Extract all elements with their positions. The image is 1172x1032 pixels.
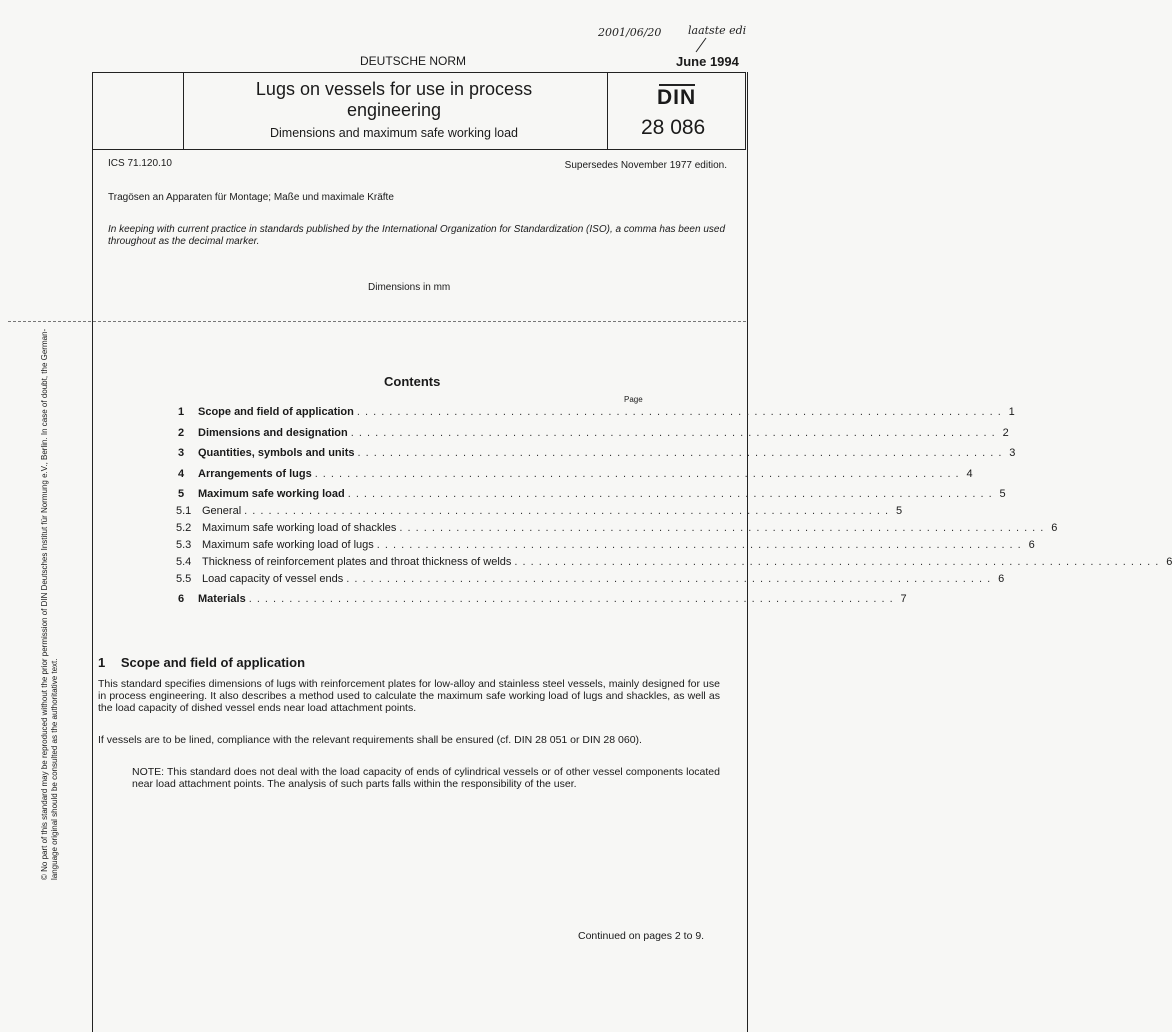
toc-item [176, 539, 1035, 551]
iso-note: In keeping with current practice in standards published by the International Organization for Standardization (ISO), a comma has been used throughout as the decimal marker. [108, 224, 726, 247]
header-divider-right [607, 73, 608, 149]
toc-item-number: 2 [178, 427, 185, 439]
page-frame [92, 72, 748, 1032]
toc-item-label: Materials [198, 593, 246, 605]
toc-item-label: Scope and field of application [198, 406, 354, 418]
toc-item-number: 5 [178, 488, 185, 500]
handwritten-note: laatste edi [688, 24, 747, 37]
section-note: NOTE: This standard does not deal with the load capacity of ends of cylindrical vessels or of other vessel components located near load attachment points. The analysis of such parts falls within the responsibility of the user. [132, 766, 720, 790]
doc-title-line1: Lugs on vessels for use in process [255, 79, 533, 99]
handwritten-arrow-icon [690, 36, 710, 54]
toc-item-label: Maximum safe working load of lugs [202, 539, 374, 551]
toc-item [176, 556, 1172, 568]
section-number: 1 [98, 655, 106, 670]
toc-item-page: 7 [900, 593, 907, 605]
doc-subtitle: Dimensions and maximum safe working load [269, 126, 519, 140]
toc-item-page: 2 [1002, 427, 1009, 439]
copyright-notice: © No part of this standard may be reproduced without the prior permission of DIN Deutsches Institut für Normung e.V., Berlin. In case of doubt, the German-language original should be consulted as the authoritative text. [40, 328, 59, 880]
toc-item-page: 5 [999, 488, 1006, 500]
toc-item [178, 468, 973, 480]
toc-dot-leader: . . . . . . . . . . . . . . . . . . . . . . . . . . . . . . . . . . . . . . . . . . . . . . . . . . . . . . . . . . . . . . . . . . . . . . . . . . . . . . . . [399, 522, 1045, 534]
toc-dot-leader: . . . . . . . . . . . . . . . . . . . . . . . . . . . . . . . . . . . . . . . . . . . . . . . . . . . . . . . . . . . . . . . . . . . . . . . . . . . . . . . . [376, 539, 1022, 551]
standard-number: 28 086 [641, 116, 706, 139]
toc-item-page: 3 [1009, 447, 1016, 459]
norm-label: DEUTSCHE NORM [360, 54, 467, 68]
toc-item-page: 5 [895, 505, 903, 517]
toc-item-page: 6 [1028, 539, 1035, 551]
section-title: Scope and field of application [120, 655, 306, 670]
toc-item-number: 4 [178, 468, 185, 480]
fold-line [8, 321, 746, 322]
contents-page-label: Page [624, 395, 643, 404]
toc-item-label: Dimensions and designation [198, 427, 348, 439]
toc-item [176, 522, 1058, 534]
toc-item-page: 6 [1051, 522, 1058, 534]
toc-dot-leader: . . . . . . . . . . . . . . . . . . . . . . . . . . . . . . . . . . . . . . . . . . . . . . . . . . . . . . . . . . . . . . . . . . . . . . . . . . . . . . . . [314, 468, 960, 480]
continued-note: Continued on pages 2 to 9. [578, 930, 705, 942]
toc-item-page: 1 [1008, 406, 1015, 418]
toc-item [178, 406, 1015, 418]
ics-code: ICS 71.120.10 [108, 158, 172, 169]
toc-item-number: 5.5 [176, 573, 192, 585]
dimensions-note: Dimensions in mm [368, 282, 451, 293]
toc-item [176, 573, 1005, 585]
toc-dot-leader: . . . . . . . . . . . . . . . . . . . . . . . . . . . . . . . . . . . . . . . . . . . . . . . . . . . . . . . . . . . . . . . . . . . . . . . . . . . . . . . . [357, 447, 1003, 459]
toc-dot-leader: . . . . . . . . . . . . . . . . . . . . . . . . . . . . . . . . . . . . . . . . . . . . . . . . . . . . . . . . . . . . . . . . . . . . . . . . . . . . . . . . [514, 556, 1160, 568]
toc-dot-leader: . . . . . . . . . . . . . . . . . . . . . . . . . . . . . . . . . . . . . . . . . . . . . . . . . . . . . . . . . . . . . . . . . . . . . . . . . . . . . . . . [356, 406, 1002, 418]
din-logo-bar [659, 84, 695, 86]
section-paragraph-2: If vessels are to be lined, compliance with the relevant requirements shall be ensured (cf. DIN 28 051 or DIN 28 060). [98, 734, 642, 746]
contents-heading: Contents [384, 374, 441, 389]
toc-item-page: 4 [966, 468, 973, 480]
toc-item [178, 488, 1006, 500]
toc-item-number: 5.2 [176, 522, 192, 534]
toc-item-number: 5.1 [176, 505, 192, 517]
issue-date: June 1994 [676, 54, 739, 69]
toc-item [176, 505, 903, 517]
toc-item-label: Maximum safe working load of shackles [202, 522, 397, 534]
toc-dot-leader: . . . . . . . . . . . . . . . . . . . . . . . . . . . . . . . . . . . . . . . . . . . . . . . . . . . . . . . . . . . . . . . . . . . . . . . . . . . . . . . . [248, 593, 894, 605]
toc-item-label: Quantities, symbols and units [198, 447, 355, 459]
toc-item [178, 427, 1009, 439]
section-heading [98, 655, 305, 670]
toc-item-number: 5.4 [176, 556, 192, 568]
toc-item [178, 593, 907, 605]
din-logo: DIN [657, 86, 697, 109]
toc-item-number: 1 [178, 406, 185, 418]
section-paragraph-1: This standard specifies dimensions of lugs with reinforcement plates for low-alloy and stainless steel vessels, mainly designed for use in process engineering. It also describes a method used to calculate the maximum safe working load of lugs and shackles, as well as the load capacity of dished vessel ends near load attachment points. [98, 678, 720, 714]
toc-item-label: Arrangements of lugs [198, 468, 312, 480]
toc-item-page: 6 [998, 573, 1005, 585]
toc-dot-leader: . . . . . . . . . . . . . . . . . . . . . . . . . . . . . . . . . . . . . . . . . . . . . . . . . . . . . . . . . . . . . . . . . . . . . . . . . . . . . . . . [350, 427, 996, 439]
toc-item [178, 447, 1016, 459]
german-title: Tragösen an Apparaten für Montage; Maße und maximale Kräfte [108, 192, 394, 203]
toc-item-number: 6 [178, 593, 185, 605]
supersedes-note: Supersedes November 1977 edition. [564, 160, 727, 171]
toc-dot-leader: . . . . . . . . . . . . . . . . . . . . . . . . . . . . . . . . . . . . . . . . . . . . . . . . . . . . . . . . . . . . . . . . . . . . . . . . . . . . . . . . [244, 505, 890, 517]
toc-item-page: 6 [1166, 556, 1172, 568]
doc-title-line2: engineering [346, 100, 442, 120]
toc-item-label: Load capacity of vessel ends [202, 573, 344, 585]
toc-dot-leader: . . . . . . . . . . . . . . . . . . . . . . . . . . . . . . . . . . . . . . . . . . . . . . . . . . . . . . . . . . . . . . . . . . . . . . . . . . . . . . . . [347, 488, 993, 500]
toc-item-number: 5.3 [176, 539, 192, 551]
toc-dot-leader: . . . . . . . . . . . . . . . . . . . . . . . . . . . . . . . . . . . . . . . . . . . . . . . . . . . . . . . . . . . . . . . . . . . . . . . . . . . . . . . . [346, 573, 992, 585]
toc-item-label: General [202, 505, 242, 517]
toc-item-label: Maximum safe working load [198, 488, 345, 500]
handwritten-date: 2001/06/20 [598, 26, 662, 39]
toc-item-label: Thickness of reinforcement plates and throat thickness of welds [202, 556, 512, 568]
toc-item-number: 3 [178, 447, 185, 459]
